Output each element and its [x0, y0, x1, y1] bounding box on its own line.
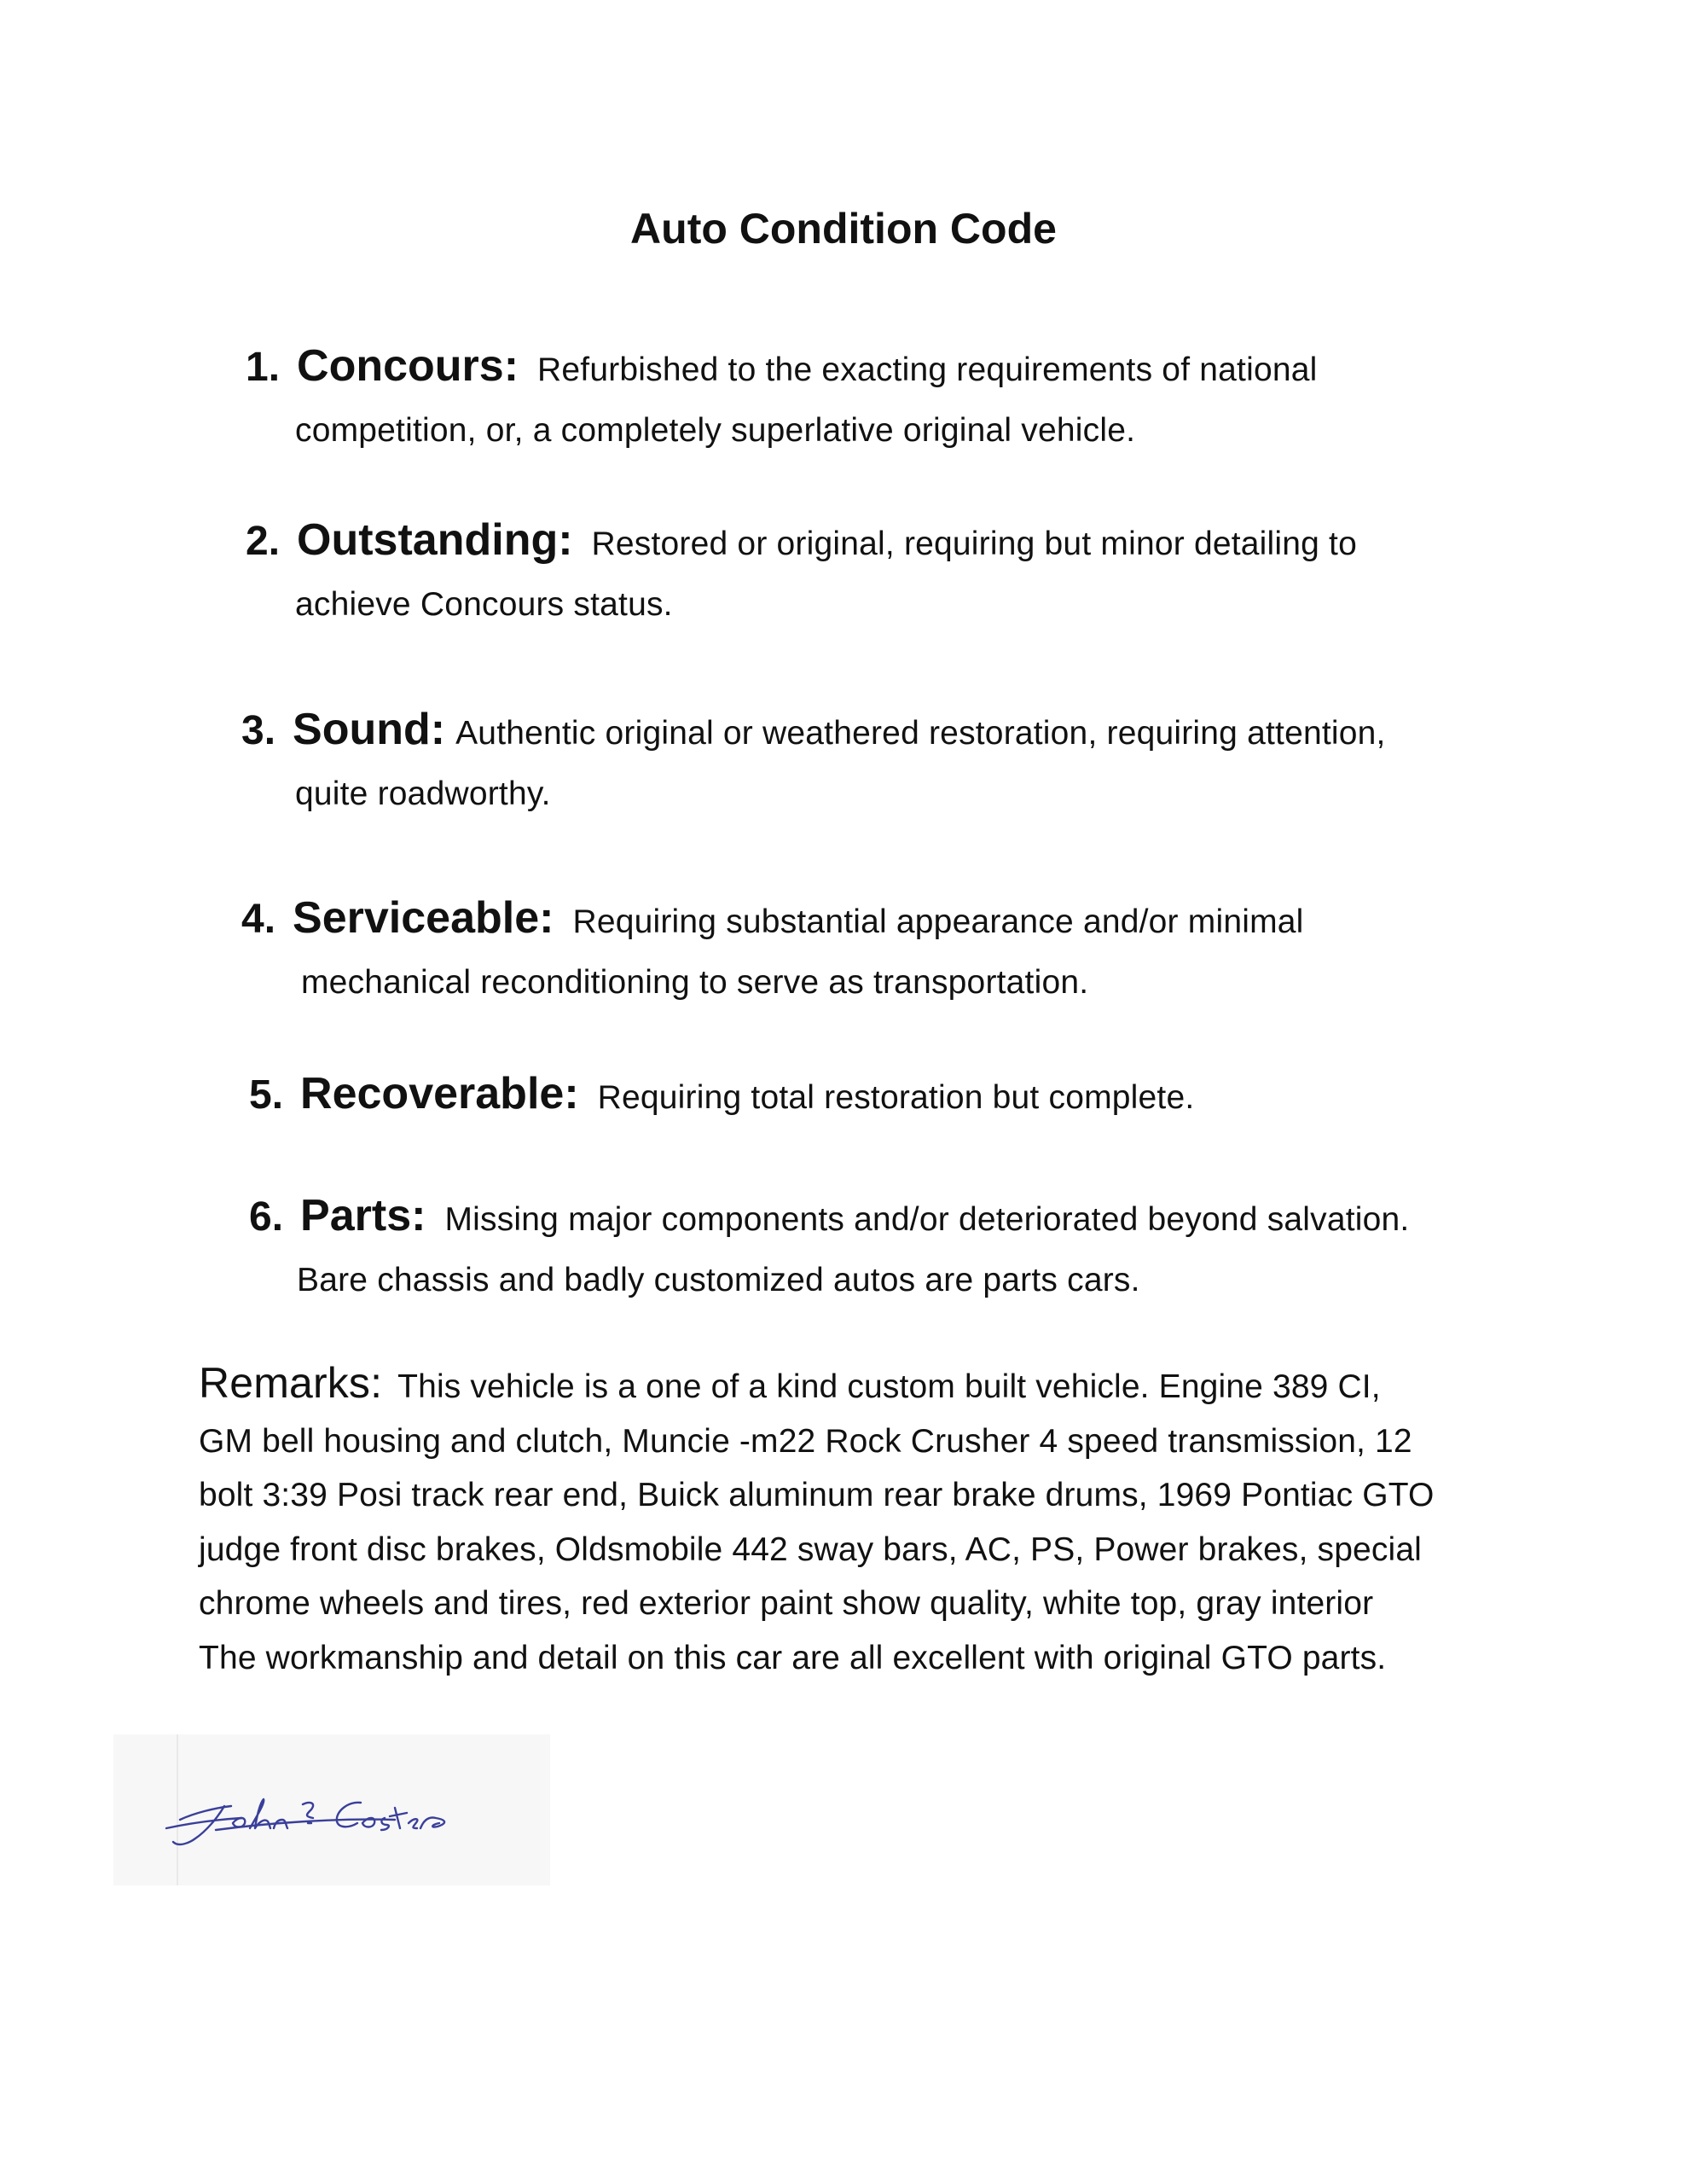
condition-first-line — [249, 1066, 1580, 1133]
condition-number: 5. — [249, 1072, 284, 1118]
remarks-label: Remarks: — [199, 1359, 383, 1407]
condition-description-continued: competition, or, a completely superlative original vehicle. — [295, 412, 1136, 449]
condition-first-line — [241, 890, 1572, 957]
condition-number: 1. — [246, 345, 281, 390]
condition-number: 2. — [246, 519, 281, 564]
condition-first-line — [246, 512, 1576, 579]
condition-term: Serviceable: — [293, 893, 554, 943]
condition-item-outstanding — [246, 512, 1576, 630]
condition-first-line — [246, 338, 1576, 405]
condition-term: Recoverable: — [300, 1069, 579, 1118]
condition-first-line — [249, 1188, 1580, 1255]
condition-term: Parts: — [300, 1191, 426, 1240]
condition-description: Authentic original or weathered restoration, requiring attention, — [455, 715, 1386, 752]
remarks-line: judge front disc brakes, Oldsmobile 442 sway bars, AC, PS, Power brakes, special — [199, 1531, 1422, 1568]
condition-description-continued: mechanical reconditioning to serve as transportation. — [301, 964, 1089, 1001]
condition-description: Refurbished to the exacting requirements of national — [537, 351, 1318, 388]
condition-number: 6. — [249, 1194, 284, 1240]
remarks-section — [199, 1356, 1529, 1685]
condition-description-continued: quite roadworthy. — [295, 775, 551, 812]
condition-description-continued: Bare chassis and badly customized autos are parts cars. — [297, 1262, 1140, 1298]
condition-item-concours — [246, 338, 1576, 456]
signature-icon — [113, 1734, 550, 1885]
condition-first-line — [241, 701, 1572, 769]
signature-image — [113, 1734, 550, 1885]
condition-description-continued: achieve Concours status. — [295, 586, 673, 623]
condition-number: 4. — [241, 897, 276, 942]
condition-item-parts — [249, 1188, 1580, 1306]
condition-description: Requiring total restoration but complete. — [597, 1079, 1195, 1116]
condition-item-sound — [241, 701, 1572, 820]
condition-item-recoverable — [249, 1066, 1580, 1133]
remarks-line: The workmanship and detail on this car are all excellent with original GTO parts. — [199, 1639, 1387, 1676]
condition-description: Missing major components and/or deteriorated beyond salvation. — [444, 1201, 1410, 1238]
remarks-line — [199, 1356, 1529, 1414]
condition-description: Restored or original, requiring but minor detailing to — [591, 526, 1357, 562]
condition-number: 3. — [241, 708, 276, 753]
remarks-text: This vehicle is a one of a kind custom built vehicle. Engine 389 CI, — [397, 1368, 1381, 1405]
remarks-line: GM bell housing and clutch, Muncie -m22 Rock Crusher 4 speed transmission, 12 — [199, 1422, 1412, 1460]
condition-item-serviceable — [241, 890, 1572, 1008]
condition-description: Requiring substantial appearance and/or minimal — [572, 903, 1304, 940]
remarks-line: bolt 3:39 Posi track rear end, Buick aluminum rear brake drums, 1969 Pontiac GTO — [199, 1477, 1435, 1513]
document-title: Auto Condition Code — [630, 205, 1057, 253]
condition-term: Outstanding: — [297, 515, 573, 565]
condition-term: Sound: — [293, 705, 446, 754]
remarks-line: chrome wheels and tires, red exterior paint show quality, white top, gray interior — [199, 1585, 1374, 1622]
condition-term: Concours: — [297, 341, 519, 391]
